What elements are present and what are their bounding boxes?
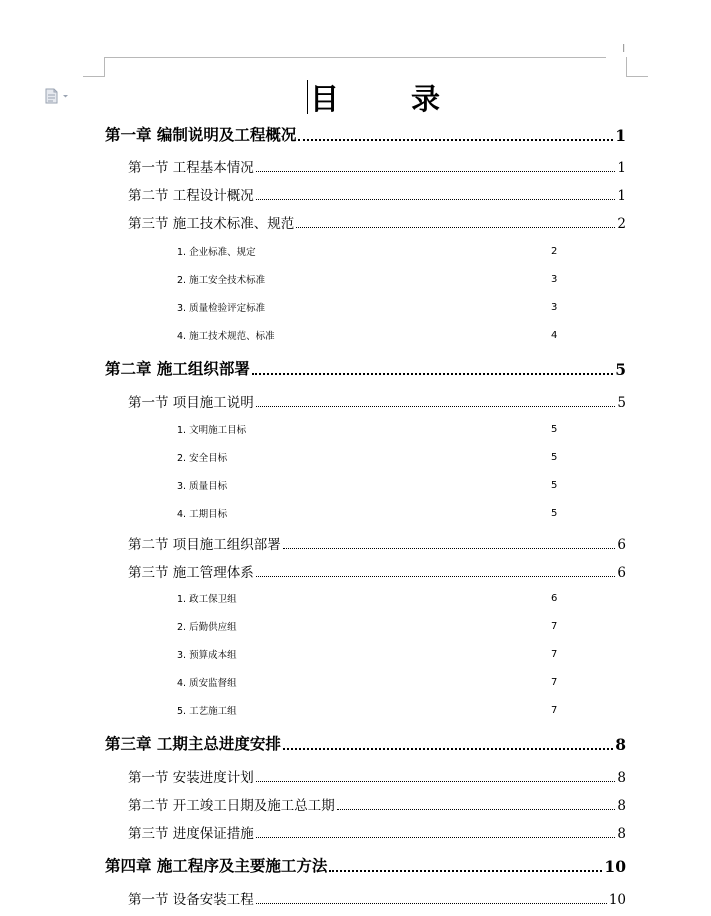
toc-dot-leader bbox=[256, 576, 616, 577]
header-page-mark: I bbox=[622, 42, 626, 55]
toc-subitem-page: 2 bbox=[551, 245, 558, 257]
toc-page-number: 2 bbox=[617, 216, 626, 232]
toc-section-row[interactable] bbox=[128, 824, 626, 842]
toc-subitem-label[interactable]: 3. 预算成本组 bbox=[177, 650, 237, 661]
toc-section-label: 第一节 项目施工说明 bbox=[128, 395, 254, 411]
toc-section-label: 第一节 工程基本情况 bbox=[128, 160, 254, 176]
toc-subitem-label[interactable]: 2. 施工安全技术标准 bbox=[177, 275, 266, 286]
toc-dot-leader bbox=[256, 781, 616, 782]
toc-subitem-label[interactable]: 2. 安全目标 bbox=[177, 453, 228, 464]
toc-dot-leader bbox=[329, 870, 602, 872]
toc-dot-leader bbox=[283, 748, 613, 750]
toc-section-row[interactable] bbox=[128, 796, 626, 814]
toc-dot-leader bbox=[256, 171, 616, 172]
toc-subitem-label[interactable]: 4. 工期目标 bbox=[177, 509, 228, 520]
toc-chapter-row[interactable] bbox=[105, 359, 626, 379]
toc-section-label: 第三节 进度保证措施 bbox=[128, 826, 254, 842]
toc-subitem-page: 7 bbox=[551, 620, 558, 632]
toc-subitem-page: 7 bbox=[551, 676, 558, 688]
toc-section-row[interactable] bbox=[128, 563, 626, 581]
toc-section-row[interactable] bbox=[128, 214, 626, 232]
toc-subitem-page: 5 bbox=[551, 507, 558, 519]
toc-page-number: 1 bbox=[617, 188, 626, 204]
toc-section-row[interactable] bbox=[128, 393, 626, 411]
toc-section-label: 第二节 工程设计概况 bbox=[128, 188, 254, 204]
toc-dot-leader bbox=[256, 199, 616, 200]
toc-dot-leader bbox=[296, 227, 615, 228]
toc-section-row[interactable] bbox=[128, 535, 626, 553]
toc-chapter-row[interactable] bbox=[105, 856, 626, 876]
toc-dot-leader bbox=[256, 903, 607, 904]
toc-subitem-label[interactable]: 1. 企业标准、规定 bbox=[177, 247, 256, 258]
toc-dot-leader bbox=[283, 548, 616, 549]
toc-section-row[interactable] bbox=[128, 890, 626, 908]
toc-dot-leader bbox=[256, 837, 616, 838]
toc-page-number: 10 bbox=[608, 892, 626, 908]
toc-page-number: 8 bbox=[617, 770, 626, 786]
header-guide-line bbox=[104, 57, 606, 58]
toc-subitem-page: 3 bbox=[551, 301, 558, 313]
toc-page-number: 8 bbox=[617, 798, 626, 814]
text-cursor bbox=[307, 80, 308, 114]
toc-subitem-page: 5 bbox=[551, 479, 558, 491]
toc-subitem-label[interactable]: 4. 质安监督组 bbox=[177, 678, 237, 689]
toc-subitem-label[interactable]: 3. 质量检验评定标准 bbox=[177, 303, 266, 314]
toc-subitem-page: 6 bbox=[551, 592, 558, 604]
toc-page-number: 6 bbox=[617, 537, 626, 553]
toc-title bbox=[310, 78, 440, 116]
toc-section-label: 第一节 安装进度计划 bbox=[128, 770, 254, 786]
toc-subitem-label[interactable]: 5. 工艺施工组 bbox=[177, 706, 237, 717]
toc-chapter-label: 第四章 施工程序及主要施工方法 bbox=[105, 857, 328, 875]
toc-subitem-page: 5 bbox=[551, 451, 558, 463]
toc-page-number: 8 bbox=[615, 735, 626, 754]
toc-page-number: 1 bbox=[615, 126, 626, 145]
margin-corner-top-left bbox=[83, 76, 105, 77]
margin-corner-top-right bbox=[626, 76, 648, 77]
document-options-icon[interactable] bbox=[44, 88, 70, 104]
toc-page-number: 5 bbox=[617, 395, 626, 411]
margin-corner-top-right-vertical bbox=[626, 57, 627, 77]
toc-dot-leader bbox=[337, 809, 616, 810]
toc-subitem-label[interactable]: 3. 质量目标 bbox=[177, 481, 228, 492]
toc-subitem-page: 3 bbox=[551, 273, 558, 285]
toc-title-char-2: 录 bbox=[410, 81, 440, 116]
toc-chapter-label: 第一章 编制说明及工程概况 bbox=[105, 126, 297, 144]
toc-section-label: 第二节 项目施工组织部署 bbox=[128, 537, 281, 553]
toc-page-number: 8 bbox=[617, 826, 626, 842]
toc-page-number: 1 bbox=[617, 160, 626, 176]
toc-title-char-1: 目 bbox=[310, 81, 340, 116]
toc-section-row[interactable] bbox=[128, 768, 626, 786]
toc-chapter-row[interactable] bbox=[105, 125, 626, 145]
toc-subitem-label[interactable]: 2. 后勤供应组 bbox=[177, 622, 237, 633]
toc-section-row[interactable] bbox=[128, 158, 626, 176]
toc-subitem-page: 7 bbox=[551, 648, 558, 660]
toc-section-label: 第三节 施工管理体系 bbox=[128, 565, 254, 581]
toc-page-number: 5 bbox=[615, 360, 626, 379]
toc-section-label: 第三节 施工技术标准、规范 bbox=[128, 216, 295, 232]
toc-page-number: 10 bbox=[604, 857, 626, 876]
toc-dot-leader bbox=[252, 373, 613, 375]
margin-corner-top-left-vertical bbox=[104, 57, 105, 77]
toc-section-label: 第二节 开工竣工日期及施工总工期 bbox=[128, 798, 335, 814]
toc-subitem-label[interactable]: 1. 文明施工目标 bbox=[177, 425, 247, 436]
toc-chapter-label: 第二章 施工组织部署 bbox=[105, 360, 250, 378]
toc-subitem-page: 5 bbox=[551, 423, 558, 435]
toc-subitem-page: 4 bbox=[551, 329, 558, 341]
toc-chapter-row[interactable] bbox=[105, 734, 626, 754]
toc-subitem-label[interactable]: 4. 施工技术规范、标准 bbox=[177, 331, 275, 342]
toc-dot-leader bbox=[256, 406, 616, 407]
toc-subitem-label[interactable]: 1. 政工保卫组 bbox=[177, 594, 237, 605]
toc-chapter-label: 第三章 工期主总进度安排 bbox=[105, 735, 281, 753]
toc-subitem-page: 7 bbox=[551, 704, 558, 716]
toc-section-label: 第一节 设备安装工程 bbox=[128, 892, 254, 908]
toc-dot-leader bbox=[298, 139, 613, 141]
toc-page-number: 6 bbox=[617, 565, 626, 581]
toc-section-row[interactable] bbox=[128, 186, 626, 204]
